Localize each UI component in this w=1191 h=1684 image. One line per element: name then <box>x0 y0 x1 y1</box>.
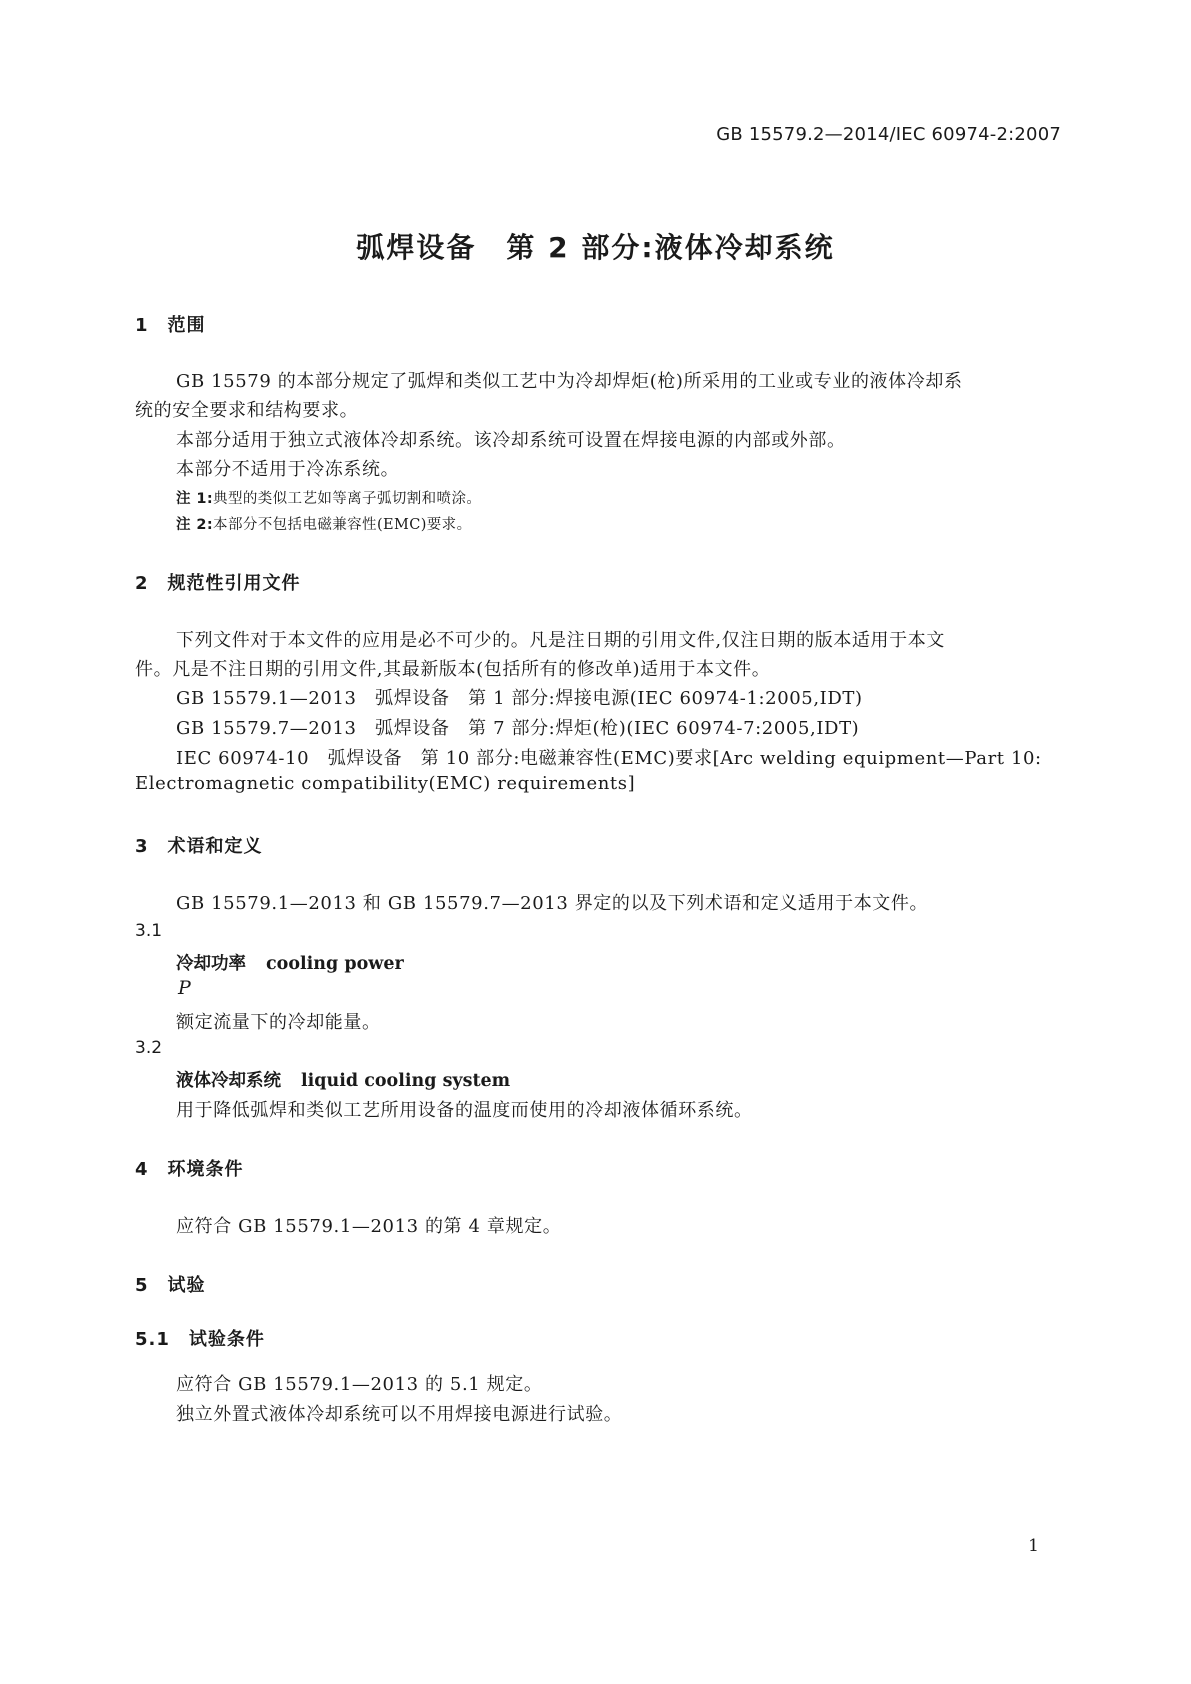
term-3-2-name-en: liquid cooling system <box>301 1071 511 1091</box>
note-1-text: 典型的类似工艺如等离子弧切割和喷涂。 <box>213 491 482 507</box>
note-2-text: 本部分不包括电磁兼容性(EMC)要求。 <box>213 517 472 533</box>
section-4-paragraph: 应符合 GB 15579.1—2013 的第 4 章规定。 <box>176 1216 562 1237</box>
section-1-paragraph-3: 本部分不适用于冷冻系统。 <box>176 459 400 480</box>
reference-3-line-2: Electromagnetic compatibility(EMC) requirements] <box>135 773 636 794</box>
page-number: 1 <box>1028 1536 1039 1556</box>
document-title: 弧焊设备 第 2 部分:液体冷却系统 <box>356 231 835 264</box>
reference-2: GB 15579.7—2013 弧焊设备 第 7 部分:焊炬(枪)(IEC 60974-7:2005,IDT) <box>176 718 860 739</box>
term-3-1-symbol: P <box>178 977 191 999</box>
section-2-heading: 2 规范性引用文件 <box>135 573 301 594</box>
term-3-2-name <box>176 1067 510 1092</box>
term-3-1-name-en: cooling power <box>266 954 404 974</box>
term-3-1-name-cn: 冷却功率 <box>176 954 246 974</box>
reference-3-line-1: IEC 60974-10 弧焊设备 第 10 部分:电磁兼容性(EMC)要求[Arc welding equipment—Part 10: <box>176 748 1042 769</box>
term-3-2-name-cn: 液体冷却系统 <box>176 1071 281 1091</box>
section-5-1-paragraph-2: 独立外置式液体冷却系统可以不用焊接电源进行试验。 <box>176 1404 623 1425</box>
term-3-1-number: 3.1 <box>135 921 163 941</box>
section-1-paragraph-1-line-1: GB 15579 的本部分规定了弧焊和类似工艺中为冷却焊炬(枪)所采用的工业或专业的液体冷却系 <box>176 371 963 392</box>
term-3-1-name <box>176 950 404 975</box>
term-3-2-number: 3.2 <box>135 1038 163 1058</box>
section-3-intro: GB 15579.1—2013 和 GB 15579.7—2013 界定的以及下列术语和定义适用于本文件。 <box>176 893 929 914</box>
section-5-1-paragraph-1: 应符合 GB 15579.1—2013 的 5.1 规定。 <box>176 1374 543 1395</box>
note-2 <box>176 513 472 534</box>
section-5-1-heading: 5.1 试验条件 <box>135 1329 265 1350</box>
note-1 <box>176 487 481 508</box>
section-3-heading: 3 术语和定义 <box>135 836 263 857</box>
section-2-paragraph-line-1: 下列文件对于本文件的应用是必不可少的。凡是注日期的引用文件,仅注日期的版本适用于本文 <box>176 630 945 651</box>
note-2-label: 注 2: <box>176 517 214 533</box>
section-4-heading: 4 环境条件 <box>135 1159 244 1180</box>
section-1-paragraph-1-line-2: 统的安全要求和结构要求。 <box>135 400 359 421</box>
standard-number: GB 15579.2—2014/IEC 60974-2:2007 <box>716 124 1061 145</box>
reference-1: GB 15579.1—2013 弧焊设备 第 1 部分:焊接电源(IEC 60974-1:2005,IDT) <box>176 688 863 709</box>
section-1-paragraph-2: 本部分适用于独立式液体冷却系统。该冷却系统可设置在焊接电源的内部或外部。 <box>176 430 846 451</box>
section-1-heading: 1 范围 <box>135 315 206 336</box>
term-3-1-definition: 额定流量下的冷却能量。 <box>176 1012 381 1033</box>
term-3-2-definition: 用于降低弧焊和类似工艺所用设备的温度而使用的冷却液体循环系统。 <box>176 1100 753 1121</box>
note-1-label: 注 1: <box>176 491 214 507</box>
section-5-heading: 5 试验 <box>135 1275 206 1296</box>
section-2-paragraph-line-2: 件。凡是不注日期的引用文件,其最新版本(包括所有的修改单)适用于本文件。 <box>135 659 771 680</box>
